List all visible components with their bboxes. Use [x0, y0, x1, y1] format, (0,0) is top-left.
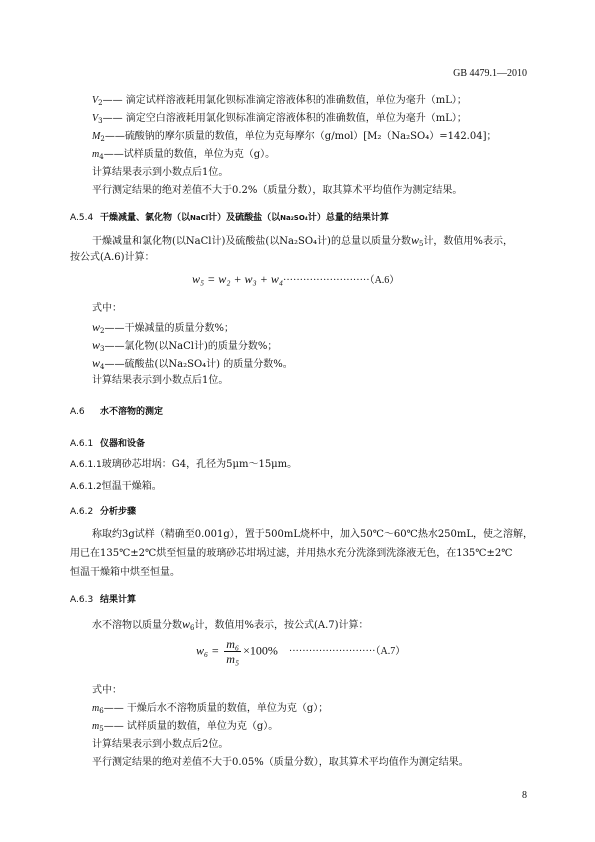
procedure-line-3: 恒温干燥箱中烘至恒量。: [70, 567, 180, 578]
note-decimal-a54: 计算结果表示到小数点后1位。: [92, 375, 229, 386]
section-a54-paragraph: 干燥减量和氯化物(以NaCl计)及硫酸盐(以Na₂SO₄计)的总量以质量分数$w_5$计，数值用%表示，: [92, 233, 513, 248]
item-a611: A.6.1.1玻璃砂芯坩埚：G4，孔径为5μm～15μm。: [70, 459, 298, 470]
section-a6-heading: A.6 水不溶物的测定: [70, 407, 164, 417]
procedure-line-1: 称取约3g试样（精确至0.001g），置于500mL烧杯中，加入50℃～60℃热水250mL，使之溶解，: [92, 529, 534, 540]
note-parallel-1: 平行测定结果的绝对差值不大于0.2%（质量分数），取其算术平均值作为测定结果。: [92, 185, 463, 196]
definition-w3: $w_3——$氯化物(以NaCl计)的质量分数%；: [92, 338, 278, 353]
section-a54-heading: A.5.4 干燥减量、氯化物（以NaCl计）及硫酸盐（以Na₂SO₄计）总量的结果计算: [70, 213, 389, 223]
where-label-a54: 式中：: [92, 303, 122, 314]
note-decimal-1: 计算结果表示到小数点后1位。: [92, 167, 229, 178]
definition-m2: $M_2——$硫酸钠的摩尔质量的数值，单位为克每摩尔（g/mol）[M₂（Na₂SO₄）=142.04]；: [92, 131, 497, 143]
note-decimal-a63: 计算结果表示到小数点后2位。: [92, 739, 229, 750]
definition-m4: $m_4——$试样质量的数值，单位为克（g）。: [92, 149, 276, 161]
definition-m5: $m_5——$ 试样质量的数值，单位为克（g）。: [92, 721, 279, 733]
definition-w2: $w_2——$干燥减量的质量分数%；: [92, 320, 234, 335]
section-a63-paragraph: 水不溶物以质量分数$w_6$计，数值用%表示，按公式(A.7)计算：: [92, 617, 369, 632]
definition-w4: $w_4——$硫酸盐(以Na₂SO₄计) 的质量分数%。: [92, 356, 293, 371]
definition-m6: $m_6——$ 干燥后水不溶物质量的数值，单位为克（g）；: [92, 703, 329, 715]
where-label-a63: 式中：: [92, 685, 122, 696]
section-a54-paragraph-cont: 按公式(A.6)计算：: [70, 252, 155, 263]
note-parallel-a63: 平行测定结果的绝对差值不大于0.05%（质量分数），取其算术平均值作为测定结果。: [92, 757, 469, 768]
document-code: GB 4479.1—2010: [453, 68, 527, 79]
section-a61-heading: A.6.1 仪器和设备: [70, 439, 146, 449]
formula-a7-fraction: $\frac{\text{m₆}}{\text{m₅}}$: [226, 637, 240, 666]
item-a612: A.6.1.2恒温干燥箱。: [70, 481, 162, 492]
definition-v2: $V_2——$ 滴定试样溶液耗用氯化钡标准滴定溶液体积的准确数值，单位为毫升（mL）；: [92, 95, 467, 107]
formula-a7: w₆ = $\frac{\text{m₆}}{\text{m₅}}$ ×100% ··························（A.7）: [196, 637, 406, 666]
formula-a6: w₅ = w₂ + w₃ + w₄··························（A.6）: [192, 272, 400, 286]
section-a62-heading: A.6.2 分析步骤: [70, 507, 137, 517]
definition-v3: $V_3——$ 滴定空白溶液耗用氯化钡标准滴定溶液体积的准确数值，单位为毫升（mL）；: [92, 113, 467, 125]
page-number: 8: [522, 790, 527, 801]
section-a63-heading: A.6.3 结果计算: [70, 595, 137, 605]
procedure-line-2: 用已在135℃±2℃烘至恒量的玻璃砂芯坩埚过滤，并用热水充分洗涤到洗涤液无色，在135℃±2℃: [70, 548, 513, 559]
